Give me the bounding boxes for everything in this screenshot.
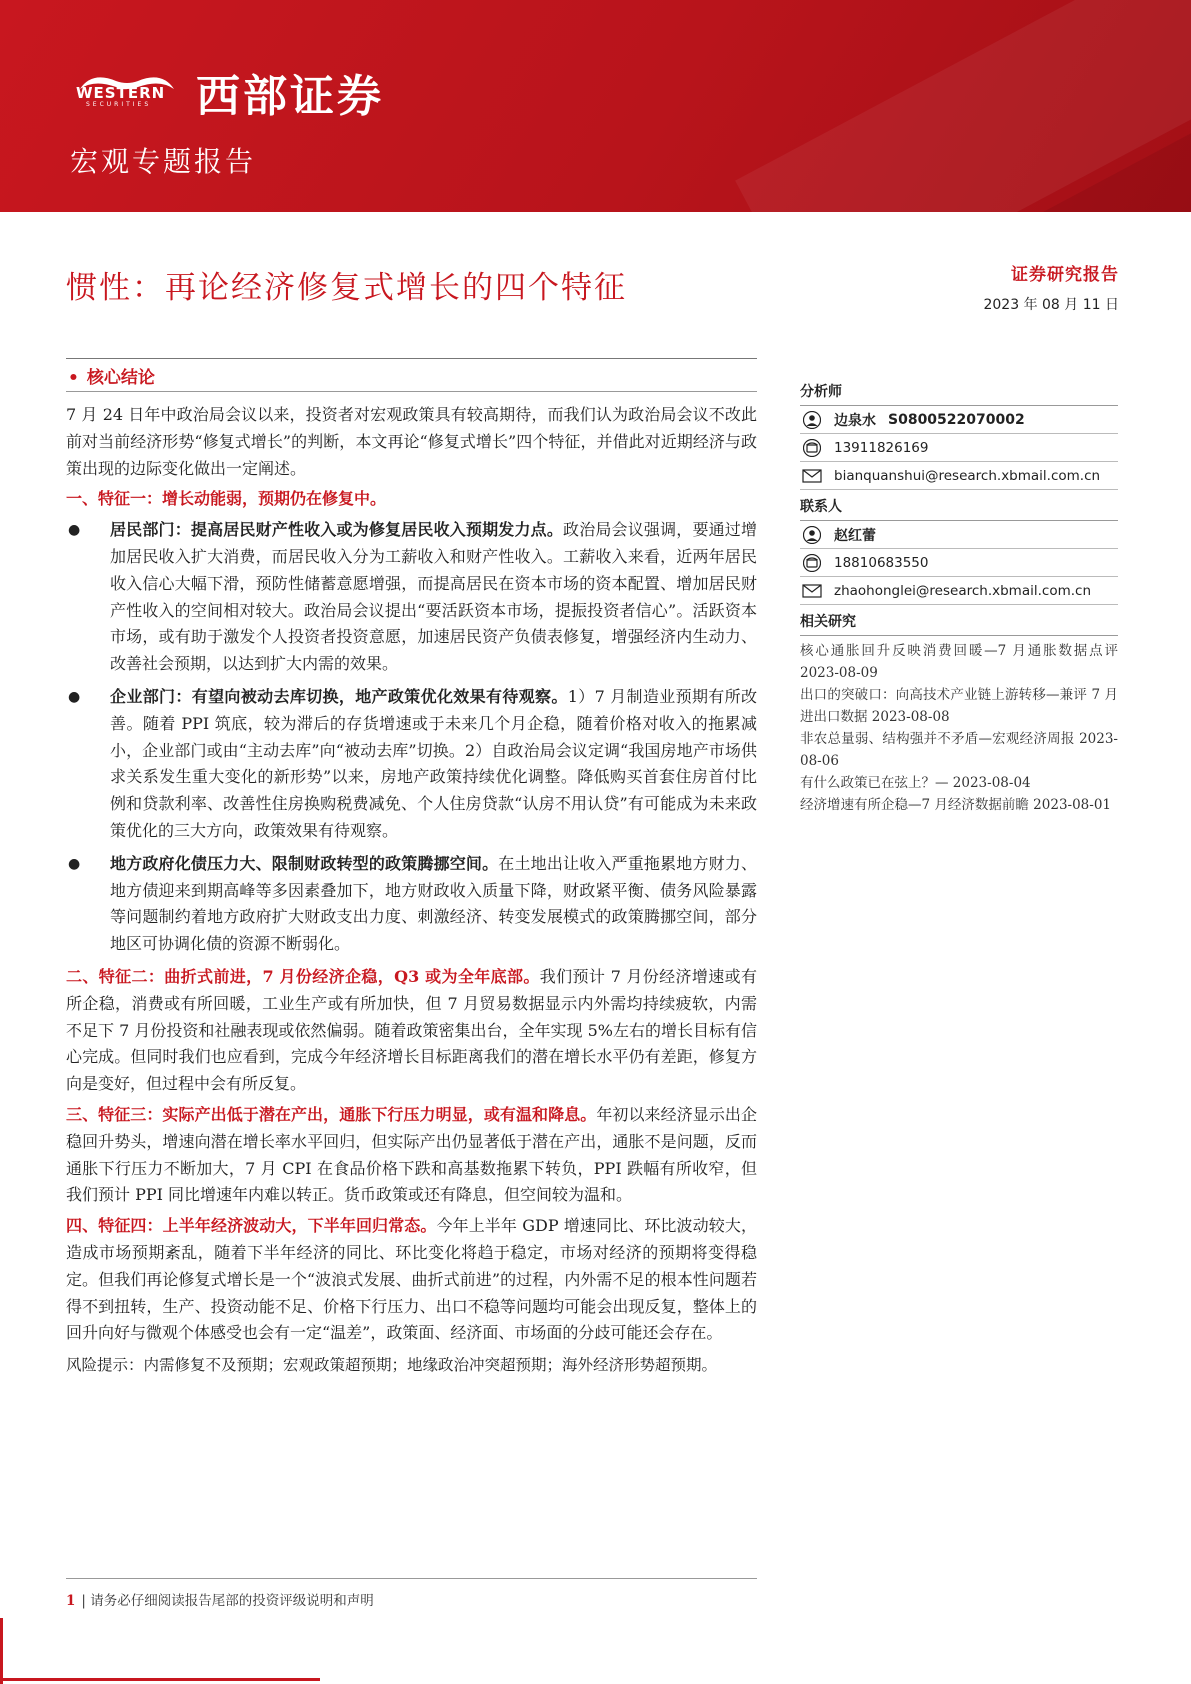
contact-phone-row	[800, 549, 1118, 577]
person-icon	[800, 409, 824, 431]
bullet-head: 企业部门：有望向被动去库切换，地产政策优化效果有待观察。	[110, 686, 568, 706]
related-research-label: 相关研究	[800, 605, 1118, 636]
logo-chinese: 西部证券	[196, 71, 384, 122]
bullet-head: 居民部门：提高居民财产性收入或为修复居民收入预期发力点。	[110, 520, 564, 540]
core-conclusion-heading	[66, 363, 155, 388]
bullet-icon: ●	[68, 688, 81, 705]
email-icon	[800, 580, 824, 602]
contact-name: 赵红蕾	[834, 527, 876, 544]
feature-3-heading: 三、特征三：实际产出低于潜在产出，通胀下行压力明显，或有温和降息。	[66, 1104, 597, 1124]
contact-email[interactable]: zhaohonglei@research.xbmail.com.cn	[834, 582, 1091, 599]
related-research-item[interactable]: 有什么政策已在弦上？— 2023-08-04	[800, 775, 1031, 791]
footer-divider	[66, 1578, 757, 1579]
contact-email-row	[800, 577, 1118, 605]
footer	[66, 1589, 374, 1609]
bullet-household	[66, 517, 757, 678]
feature-2-heading: 二、特征二：曲折式前进，7 月份经济企稳，Q3 或为全年底部。	[66, 966, 540, 986]
bullet-icon: ●	[68, 522, 81, 539]
analyst-phone: 13911826169	[834, 439, 929, 456]
phone-icon	[800, 552, 824, 574]
related-research-item[interactable]: 非农总量弱、结构强并不矛盾—宏观经济周报 2023-08-06	[800, 731, 1118, 769]
analyst-label: 分析师	[800, 375, 1118, 406]
report-date: 2023 年 08 月 11 日	[983, 297, 1119, 313]
bullet-enterprise	[66, 684, 757, 845]
feature-3-paragraph	[66, 1102, 757, 1209]
analyst-phone-row	[800, 434, 1118, 462]
page-number: 1	[66, 1593, 76, 1609]
header-banner	[0, 0, 1191, 212]
bullet-local-government	[66, 851, 757, 958]
feature-4-body: 今年上半年 GDP 增速同比、环比波动较大，造成市场预期紊乱，随着下半年经济的同比、环比变化将趋于稳定，市场对经济的预期将变得稳定。但我们再论修复式增长是一个“波浪式发展、曲折式前进”的过程，内外需不足的根本性问题若得不到扭转，生产、投资动能不足、价格下行压力、出口不稳等问题均可能会出现反复，整体上的回升向好与微观个体感受也会有一定“温差”，政策面、经济面、市场面的分歧可能还会存在。	[66, 1216, 757, 1343]
logo-english-sub: SECURITIES	[86, 101, 152, 108]
analyst-name: 边泉水	[834, 412, 876, 429]
related-research-item[interactable]: 经济增速有所企稳—7 月经济数据前瞻 2023-08-01	[800, 797, 1112, 813]
logo-english: WESTERN	[76, 84, 166, 102]
bullet-body: 在土地出让收入严重拖累地方财力、地方债迎来到期高峰等多因素叠加下，地方财政收入质量下降，财政紧平衡、债务风险暴露等问题制约着地方政府扩大财政支出力度、刺激经济、转变发展模式的政策腾挪空间，部分地区可协调化债的资源不断弱化。	[110, 853, 757, 954]
core-label: 核心结论	[86, 368, 155, 388]
person-icon	[800, 524, 824, 546]
feature-4-heading: 四、特征四：上半年经济波动大，下半年回归常态。	[66, 1216, 437, 1236]
sidebar	[800, 375, 1118, 816]
contact-name-row	[800, 521, 1118, 549]
feature-3-body: 年初以来经济显示出企稳回升势头，增速向潜在增长率水平回归，但实际产出仍显著低于潜在产出，通胀不是问题，反而通胀下行压力不断加大，7 月 CPI 在食品价格下跌和高基数拖累下转负，PPI 跌幅有所收窄，但我们预计 PPI 同比增速年内难以转正。货币政策或还有降息，但空间较为温和。	[66, 1104, 757, 1205]
contact-label: 联系人	[800, 490, 1118, 521]
main-body	[66, 402, 757, 1381]
bullet-body: 政治局会议强调，要通过增加居民收入扩大消费，而居民收入分为工薪收入和财产性收入。工薪收入来看，近两年居民收入信心大幅下滑，预防性储蓄意愿增强，而提高居民在资本市场的资本配置、增加居民财产性收入的空间相对较大。政治局会议提出“要活跃资本市场，提振投资者信心”。活跃资本市场，或有助于激发个人投资者投资意愿，加速居民资产负债表修复，增强经济内生动力、改善社会预期，以达到扩大内需的效果。	[110, 520, 757, 674]
corner-decoration	[0, 1678, 320, 1681]
footer-note: 请务必仔细阅读报告尾部的投资评级说明和声明	[90, 1593, 374, 1609]
related-research-item[interactable]: 出口的突破口：向高技术产业链上游转移—兼评 7 月进出口数据 2023-08-08	[800, 687, 1118, 725]
phone-icon	[800, 437, 824, 459]
risk-warning: 风险提示：内需修复不及预期；宏观政策超预期；地缘政治冲突超预期；海外经济形势超预期。	[66, 1356, 718, 1375]
bullet-head: 地方政府化债压力大、限制财政转型的政策腾挪空间。	[110, 853, 499, 873]
footer-separator: |	[81, 1593, 91, 1609]
analyst-email-row	[800, 462, 1118, 490]
bullet-dot-icon: •	[68, 368, 79, 388]
contact-phone: 18810683550	[834, 554, 929, 571]
divider	[66, 391, 757, 392]
analyst-code: S0800522070002	[888, 411, 1025, 428]
bullet-icon: ●	[68, 855, 81, 872]
related-research-item[interactable]: 核心通胀回升反映消费回暖—7 月通胀数据点评 2023-08-09	[800, 643, 1118, 681]
feature-4-paragraph	[66, 1213, 757, 1347]
feature-2-body: 我们预计 7 月份经济增速或有所企稳，消费或有所回暖，工业生产或有所加快，但 7 月贸易数据显示内外需均持续疲软，内需不足下 7 月份投资和社融表现或依然偏弱。随着政策密集出台，全年实现 5%左右的增长目标有信心完成。但同时我们也应看到，完成今年经济增长目标距离我们的潜在增长水平仍有差距，修复方向是变好，但过程中会有所反复。	[66, 966, 757, 1094]
feature-1-heading: 一、特征一：增长动能弱，预期仍在修复中。	[66, 489, 387, 509]
related-research-list	[800, 636, 1118, 816]
feature-2-paragraph	[66, 964, 757, 1098]
email-icon	[800, 465, 824, 487]
bullet-body: 1）7 月制造业预期有所改善。随着 PPI 筑底，较为滞后的存货增速或于未来几个月企稳，随着价格对收入的拖累减小，企业部门或由“主动去库”向“被动去库”切换。2）自政治局会议定调“我国房地产市场供求关系发生重大变化的新形势”以来，房地产政策持续优化调整。降低购买首套住房首付比例和贷款利率、改善性住房换购税费减免、个人住房贷款“认房不用认贷”有可能成为未来政策优化的三大方向，政策效果有待观察。	[110, 686, 757, 840]
report-title: 惯性：再论经济修复式增长的四个特征	[66, 270, 627, 306]
analyst-name-row	[800, 406, 1118, 434]
corner-decoration	[0, 1618, 3, 1684]
analyst-email[interactable]: bianquanshui@research.xbmail.com.cn	[834, 467, 1101, 484]
report-category: 证券研究报告	[1011, 265, 1119, 285]
divider	[66, 358, 757, 359]
intro-paragraph: 7 月 24 日年中政治局会议以来，投资者对宏观政策具有较高期待，而我们认为政治局会议不改此前对当前经济形势“修复式增长”的判断，本文再论“修复式增长”四个特征，并借此对近期经济与政策出现的边际变化做出一定阐述。	[66, 405, 757, 478]
report-type: 宏观专题报告	[70, 145, 257, 178]
